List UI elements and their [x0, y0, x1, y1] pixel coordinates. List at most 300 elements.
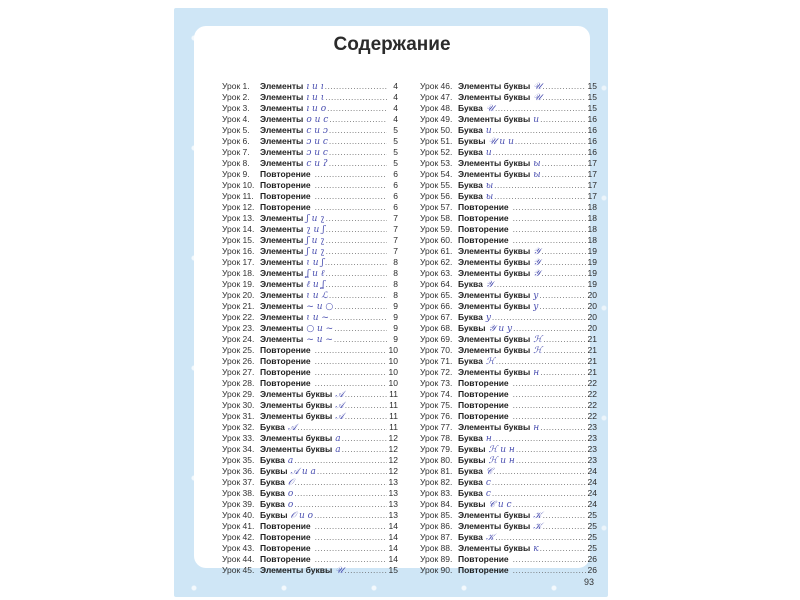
dot-leader [542, 81, 586, 92]
dot-leader [540, 543, 586, 554]
page-ref: 4 [393, 103, 398, 113]
dot-leader [315, 169, 387, 180]
page-ref: 7 [393, 235, 398, 245]
dot-leader [543, 334, 586, 345]
lesson-number: Урок 77. [420, 422, 453, 432]
contents-entry [222, 334, 398, 345]
contents-entry [420, 202, 597, 213]
contents-entry [420, 290, 597, 301]
dot-leader [513, 235, 586, 246]
page-ref: 26 [587, 554, 597, 564]
contents-entry [222, 257, 398, 268]
lesson-title: Элементы [260, 235, 304, 245]
lesson-number: Урок 32. [222, 422, 255, 432]
lesson-title: Буквы [458, 455, 486, 465]
contents-entry [222, 202, 398, 213]
lesson-title: Буква [458, 147, 483, 157]
dot-leader [345, 400, 387, 411]
cursive-letters: 𝒪 [287, 478, 294, 488]
dot-leader [315, 356, 387, 367]
page-ref: 8 [393, 257, 398, 267]
page-ref: 21 [587, 367, 597, 377]
cursive-letters: 𝒞 и c [488, 500, 512, 510]
contents-entry [222, 180, 398, 191]
lesson-number: Урок 7. [222, 147, 250, 157]
page-ref: 20 [587, 312, 597, 322]
lesson-title: Элементы [260, 147, 304, 157]
lesson-number: Урок 17. [222, 257, 255, 267]
contents-entry [420, 356, 597, 367]
page-ref: 8 [393, 290, 398, 300]
dot-leader [326, 235, 387, 246]
contents-entry [420, 279, 597, 290]
dot-leader [317, 466, 387, 477]
cursive-letters: ℋ [533, 346, 543, 356]
cursive-letters: ℋ [533, 335, 543, 345]
lesson-number: Урок 27. [222, 367, 255, 377]
cursive-letters: o [287, 489, 294, 499]
lesson-number: Урок 65. [420, 290, 453, 300]
lesson-title: Элементы буквы [458, 169, 531, 179]
page-ref: 15 [587, 92, 597, 102]
lesson-number: Урок 86. [420, 521, 453, 531]
page-ref: 10 [388, 345, 398, 355]
dot-leader [493, 125, 586, 136]
page-ref: 8 [393, 268, 398, 278]
dot-leader [515, 136, 586, 147]
cursive-letters: y [485, 313, 491, 323]
lesson-title: Элементы буквы [458, 257, 531, 267]
contents-entry [420, 235, 597, 246]
page-ref: 15 [587, 103, 597, 113]
lesson-title: Элементы [260, 103, 304, 113]
cursive-letters: ɩ и ℒ [306, 291, 328, 301]
dot-leader [496, 356, 586, 367]
cursive-letters: c и ʔ [306, 159, 328, 169]
dot-leader [345, 389, 387, 400]
page-ref: 18 [587, 202, 597, 212]
page-ref: 12 [388, 455, 398, 465]
contents-entry [420, 400, 597, 411]
contents-entry [420, 345, 597, 356]
lesson-number: Урок 51. [420, 136, 453, 146]
contents-entry [420, 224, 597, 235]
lesson-number: Урок 33. [222, 433, 255, 443]
lesson-title: Повторение [260, 378, 311, 388]
dot-leader [513, 411, 586, 422]
contents-entry [222, 114, 398, 125]
lesson-title: Элементы [260, 334, 304, 344]
dot-leader [494, 191, 586, 202]
contents-entry [222, 455, 398, 466]
dot-leader [494, 180, 586, 191]
contents-entry [222, 554, 398, 565]
contents-entry [420, 499, 597, 510]
lesson-title: Буквы [458, 323, 486, 333]
contents-entry [420, 488, 597, 499]
cursive-letters: u [485, 126, 492, 136]
dot-leader [541, 246, 586, 257]
lesson-number: Урок 59. [420, 224, 453, 234]
lesson-number: Урок 58. [420, 213, 453, 223]
cursive-letters: ı и o [306, 104, 327, 114]
lesson-number: Урок 74. [420, 389, 453, 399]
contents-entry [420, 312, 597, 323]
lesson-title: Элементы [260, 268, 304, 278]
lesson-number: Урок 25. [222, 345, 255, 355]
dot-leader [329, 290, 387, 301]
cursive-letters: ʅ и ʃ [306, 225, 325, 235]
lesson-title: Повторение [260, 191, 311, 201]
lesson-number: Урок 22. [222, 312, 255, 322]
contents-entry [420, 180, 597, 191]
cursive-letters: y [533, 302, 539, 312]
lesson-number: Урок 90. [420, 565, 453, 575]
page-ref: 21 [587, 334, 597, 344]
contents-entry [222, 290, 398, 301]
cursive-letters: ɔ и c [306, 148, 328, 158]
dot-leader [492, 312, 586, 323]
cursive-letters: 𝒦 [533, 511, 542, 521]
lesson-number: Урок 16. [222, 246, 255, 256]
page-ref: 6 [393, 180, 398, 190]
page-ref: 19 [587, 246, 597, 256]
dot-leader [513, 389, 586, 400]
dot-leader [329, 158, 387, 169]
lesson-title: Элементы буквы [458, 81, 531, 91]
contents-entry [420, 246, 597, 257]
dot-leader [541, 257, 586, 268]
cursive-letters: 𝒴 [533, 269, 541, 279]
lesson-number: Урок 35. [222, 455, 255, 465]
dot-leader [495, 103, 586, 114]
lesson-title: Элементы буквы [458, 521, 531, 531]
lesson-title: Повторение [260, 202, 311, 212]
lesson-title: Буква [458, 180, 483, 190]
dot-leader [492, 488, 586, 499]
contents-entry [420, 169, 597, 180]
page-ref: 14 [388, 543, 398, 553]
lesson-title: Элементы [260, 125, 304, 135]
lesson-title: Элементы [260, 301, 304, 311]
lesson-number: Урок 42. [222, 532, 255, 542]
lesson-number: Урок 84. [420, 499, 453, 509]
contents-entry [420, 378, 597, 389]
lesson-number: Урок 4. [222, 114, 250, 124]
cursive-letters: ℋ [485, 357, 495, 367]
dot-leader [326, 246, 387, 257]
page-ref: 9 [393, 323, 398, 333]
dot-leader [513, 499, 586, 510]
lesson-title: Буква [458, 466, 483, 476]
contents-entry [222, 235, 398, 246]
dot-leader [294, 455, 387, 466]
page-ref: 22 [587, 389, 597, 399]
lesson-title: Буквы [260, 510, 288, 520]
contents-entry [222, 279, 398, 290]
dot-leader [325, 257, 387, 268]
page-ref: 25 [587, 532, 597, 542]
lesson-title: Повторение [458, 389, 509, 399]
cursive-letters: 𝒦 [533, 522, 542, 532]
lesson-title: Повторение [260, 356, 311, 366]
lesson-title: Элементы [260, 92, 304, 102]
lesson-number: Урок 34. [222, 444, 255, 454]
cursive-letters: н [533, 423, 540, 433]
lesson-number: Урок 46. [420, 81, 453, 91]
cursive-letters: 𝒜 [335, 390, 344, 400]
contents-entry [222, 422, 398, 433]
dot-leader [326, 279, 388, 290]
page-ref: 12 [388, 444, 398, 454]
lesson-title: Буква [458, 477, 483, 487]
page-ref: 9 [393, 301, 398, 311]
lesson-title: Элементы буквы [458, 114, 531, 124]
contents-entry [222, 312, 398, 323]
lesson-number: Урок 8. [222, 158, 250, 168]
dot-leader [330, 312, 387, 323]
lesson-title: Повторение [458, 202, 509, 212]
cursive-letters: a [287, 456, 294, 466]
contents-entry [222, 268, 398, 279]
contents-entry [420, 466, 597, 477]
lesson-title: Элементы буквы [260, 411, 333, 421]
lesson-title: Элементы [260, 312, 304, 322]
cursive-letters: ɩ и ~ [306, 313, 329, 323]
page-ref: 17 [587, 169, 597, 179]
contents-entry [420, 92, 597, 103]
dot-leader [513, 213, 586, 224]
page-ref: 7 [393, 224, 398, 234]
dot-leader [542, 92, 586, 103]
contents-entry [222, 103, 398, 114]
lesson-number: Урок 5. [222, 125, 250, 135]
lesson-title: Буква [458, 103, 483, 113]
lesson-number: Урок 6. [222, 136, 250, 146]
dot-leader [543, 521, 586, 532]
lesson-number: Урок 80. [420, 455, 453, 465]
page-ref: 16 [587, 136, 597, 146]
page-ref: 26 [587, 565, 597, 575]
lesson-number: Урок 1. [222, 81, 250, 91]
lesson-title: Элементы [260, 158, 304, 168]
page-ref: 17 [587, 191, 597, 201]
lesson-number: Урок 70. [420, 345, 453, 355]
dot-leader [314, 510, 387, 521]
cursive-letters: 𝒰 [335, 566, 344, 576]
cursive-letters: 𝒰 [533, 82, 542, 92]
dot-leader [540, 114, 586, 125]
lesson-number: Урок 71. [420, 356, 453, 366]
dot-leader [342, 433, 387, 444]
cursive-letters: 𝒰 [533, 93, 542, 103]
dot-leader [513, 323, 586, 334]
lesson-title: Повторение [458, 400, 509, 410]
contents-entry [222, 444, 398, 455]
cursive-letters: ɩ и ʃ [306, 258, 324, 268]
lesson-title: Повторение [260, 532, 311, 542]
cursive-letters: 𝒰 и u [488, 137, 514, 147]
dot-leader [344, 565, 387, 576]
lesson-title: Повторение [458, 378, 509, 388]
lesson-title: Элементы [260, 279, 304, 289]
dot-leader [495, 532, 586, 543]
lesson-title: Буква [458, 356, 483, 366]
contents-entry [420, 81, 597, 92]
lesson-title: Элементы [260, 290, 304, 300]
lesson-number: Урок 9. [222, 169, 250, 179]
contents-entry [420, 125, 597, 136]
contents-entry [222, 400, 398, 411]
lesson-title: Элементы буквы [458, 367, 531, 377]
dot-leader [345, 411, 387, 422]
dot-leader [540, 422, 586, 433]
lesson-number: Урок 21. [222, 301, 255, 311]
lesson-title: Элементы [260, 246, 304, 256]
dot-leader [516, 444, 586, 455]
lesson-number: Урок 61. [420, 246, 453, 256]
dot-leader [315, 345, 387, 356]
dot-leader [494, 279, 586, 290]
dot-leader [326, 268, 388, 279]
dot-leader [493, 147, 586, 158]
dot-leader [334, 323, 387, 334]
contents-entry [222, 510, 398, 521]
lesson-number: Урок 20. [222, 290, 255, 300]
page-ref: 23 [587, 444, 597, 454]
lesson-number: Урок 83. [420, 488, 453, 498]
lesson-title: Буква [260, 422, 285, 432]
dot-leader [295, 477, 388, 488]
contents-entry [420, 389, 597, 400]
contents-entry [222, 323, 398, 334]
lesson-title: Элементы [260, 224, 304, 234]
lesson-title: Повторение [260, 543, 311, 553]
dot-leader [334, 301, 387, 312]
page-ref: 4 [393, 81, 398, 91]
lesson-title: Повторение [458, 224, 509, 234]
contents-column-left [222, 81, 398, 576]
lesson-number: Урок 87. [420, 532, 453, 542]
cursive-letters: c [485, 478, 491, 488]
lesson-number: Урок 62. [420, 257, 453, 267]
page-ref: 6 [393, 169, 398, 179]
lesson-title: Элементы буквы [260, 433, 333, 443]
dot-leader [342, 444, 387, 455]
contents-entry [222, 169, 398, 180]
dot-leader [334, 334, 387, 345]
dot-leader [513, 565, 586, 576]
dot-leader [315, 191, 387, 202]
contents-entry [222, 411, 398, 422]
dot-leader [327, 103, 387, 114]
page-ref: 5 [393, 125, 398, 135]
contents-entry [420, 554, 597, 565]
page-ref: 10 [388, 356, 398, 366]
page-ref: 4 [393, 114, 398, 124]
lesson-number: Урок 45. [222, 565, 255, 575]
page-ref: 21 [587, 345, 597, 355]
page-ref: 7 [393, 246, 398, 256]
page-ref: 15 [388, 565, 398, 575]
lesson-number: Урок 29. [222, 389, 255, 399]
lesson-title: Элементы буквы [458, 422, 531, 432]
lesson-number: Урок 38. [222, 488, 255, 498]
lesson-number: Урок 48. [420, 103, 453, 113]
contents-entry [420, 565, 597, 576]
lesson-number: Урок 40. [222, 510, 255, 520]
page-ref: 22 [587, 378, 597, 388]
dot-leader [543, 345, 586, 356]
lesson-title: Повторение [458, 213, 509, 223]
cursive-letters: o и c [306, 115, 329, 125]
lesson-number: Урок 44. [222, 554, 255, 564]
page-ref: 10 [388, 367, 398, 377]
page-ref: 7 [393, 213, 398, 223]
contents-entry [420, 532, 597, 543]
lesson-number: Урок 50. [420, 125, 453, 135]
lesson-number: Урок 89. [420, 554, 453, 564]
lesson-number: Урок 78. [420, 433, 453, 443]
contents-entry [222, 356, 398, 367]
lesson-title: Буквы [260, 466, 288, 476]
lesson-title: Повторение [458, 235, 509, 245]
page-ref: 19 [587, 279, 597, 289]
lesson-title: Элементы буквы [458, 543, 531, 553]
cursive-letters: 𝒜 и a [290, 467, 316, 477]
page-ref: 25 [587, 521, 597, 531]
lesson-number: Урок 19. [222, 279, 255, 289]
lesson-number: Урок 2. [222, 92, 250, 102]
page-ref: 13 [388, 499, 398, 509]
contents-entry [222, 81, 398, 92]
cursive-letters: c [485, 489, 491, 499]
page-ref: 24 [587, 499, 597, 509]
lesson-title: Буква [458, 191, 483, 201]
lesson-title: Буквы [458, 136, 486, 146]
lesson-number: Урок 24. [222, 334, 255, 344]
dot-leader [315, 367, 387, 378]
dot-leader [516, 455, 586, 466]
contents-entry [222, 521, 398, 532]
page-ref: 6 [393, 202, 398, 212]
page-ref: 6 [393, 191, 398, 201]
contents-entry [420, 367, 597, 378]
cursive-letters: u [533, 115, 540, 125]
dot-leader [513, 400, 586, 411]
contents-entry [222, 301, 398, 312]
cursive-letters: c и ɔ [306, 126, 328, 136]
contents-entry [420, 323, 597, 334]
cursive-letters: н [485, 434, 492, 444]
page-ref: 22 [587, 411, 597, 421]
contents-entry [420, 191, 597, 202]
page-ref: 18 [587, 224, 597, 234]
dot-leader [329, 147, 387, 158]
lesson-number: Урок 67. [420, 312, 453, 322]
cursive-letters: ы [485, 181, 494, 191]
cursive-letters: y [533, 291, 539, 301]
contents-entry [420, 158, 597, 169]
page-ref: 5 [393, 147, 398, 157]
contents-entry [222, 158, 398, 169]
lesson-title: Элементы [260, 213, 304, 223]
lesson-number: Урок 11. [222, 191, 254, 201]
contents-entry [420, 213, 597, 224]
contents-entry [222, 92, 398, 103]
lesson-title: Буква [458, 532, 483, 542]
lesson-number: Урок 15. [222, 235, 255, 245]
